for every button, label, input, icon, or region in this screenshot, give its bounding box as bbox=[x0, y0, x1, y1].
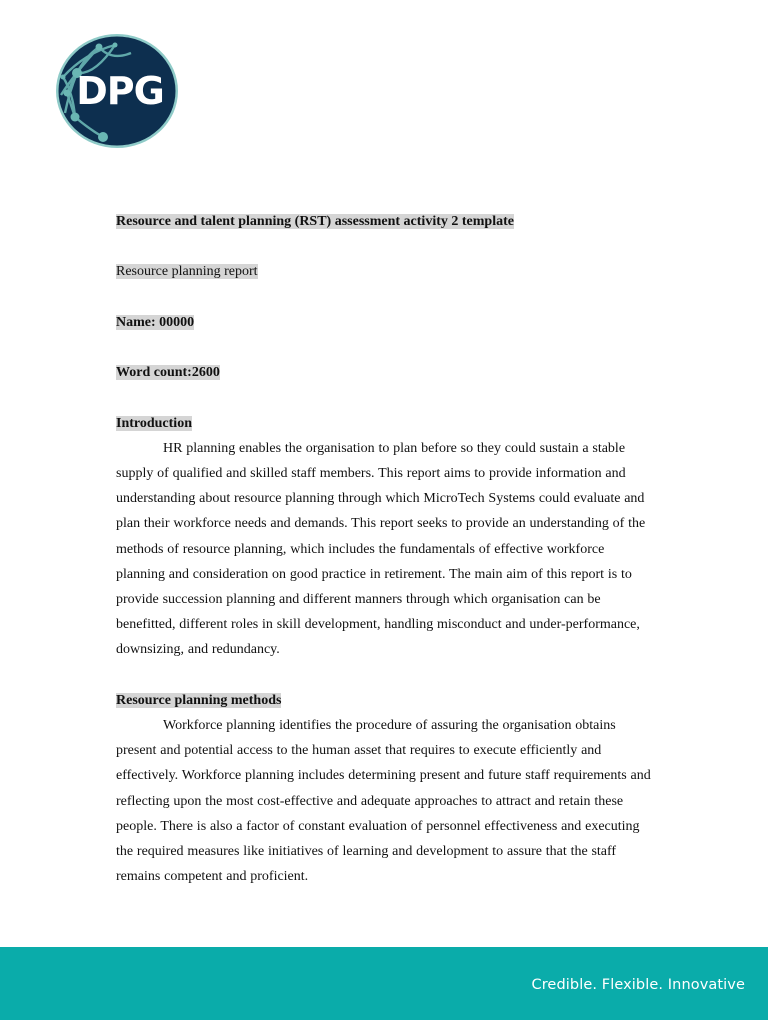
document-subtitle: Resource planning report bbox=[116, 264, 258, 280]
word-count-line bbox=[116, 360, 656, 385]
section-heading-line bbox=[116, 688, 656, 713]
document-body bbox=[116, 209, 656, 889]
logo-wordmark: DPG bbox=[76, 69, 164, 113]
document-title-line bbox=[116, 209, 656, 234]
section-body-resource-planning-methods: Workforce planning identifies the procedure of assuring the organisation obtains present and potential access to the human asset that requires to execute efficiently and effectively. Workforce planning includes determining present and future staff requirements and reflecting upon the most cost-effective and adequate approaches to attract and retain these people. There is also a factor of constant evaluation of personnel effectiveness and executing the required measures like initiatives of learning and development to assure that the staff remains competent and proficient. bbox=[116, 717, 651, 885]
dpg-logo bbox=[55, 33, 179, 149]
document-title: Resource and talent planning (RST) assessment activity 2 template bbox=[116, 214, 514, 229]
author-name: Name: 00000 bbox=[116, 314, 195, 330]
section-body-introduction: HR planning enables the organisation to plan before so they could sustain a stable supply of qualified and skilled staff members. This report aims to provide information and understanding about resource planning through which MicroTech Systems could evaluate and plan their workforce needs and demands. This report seeks to provide an understanding of the methods of resource planning, which includes the fundamentals of effective workforce planning and consideration on good practice in retirement. The main aim of this report is to provide succession planning and different manners through which organisation can be benefitted, different roles in skill development, handling misconduct and under-performance, downsizing, and redundancy. bbox=[116, 440, 646, 658]
section-heading-introduction: Introduction bbox=[116, 415, 192, 431]
word-count: Word count:2600 bbox=[116, 365, 220, 381]
footer-tagline: Credible. Flexible. Innovative bbox=[531, 977, 745, 993]
name-line bbox=[116, 310, 656, 335]
section-heading-line bbox=[116, 411, 656, 436]
footer-band bbox=[0, 947, 768, 1020]
section-heading-resource-planning-methods: Resource planning methods bbox=[116, 692, 282, 708]
document-subtitle-line bbox=[116, 259, 656, 284]
